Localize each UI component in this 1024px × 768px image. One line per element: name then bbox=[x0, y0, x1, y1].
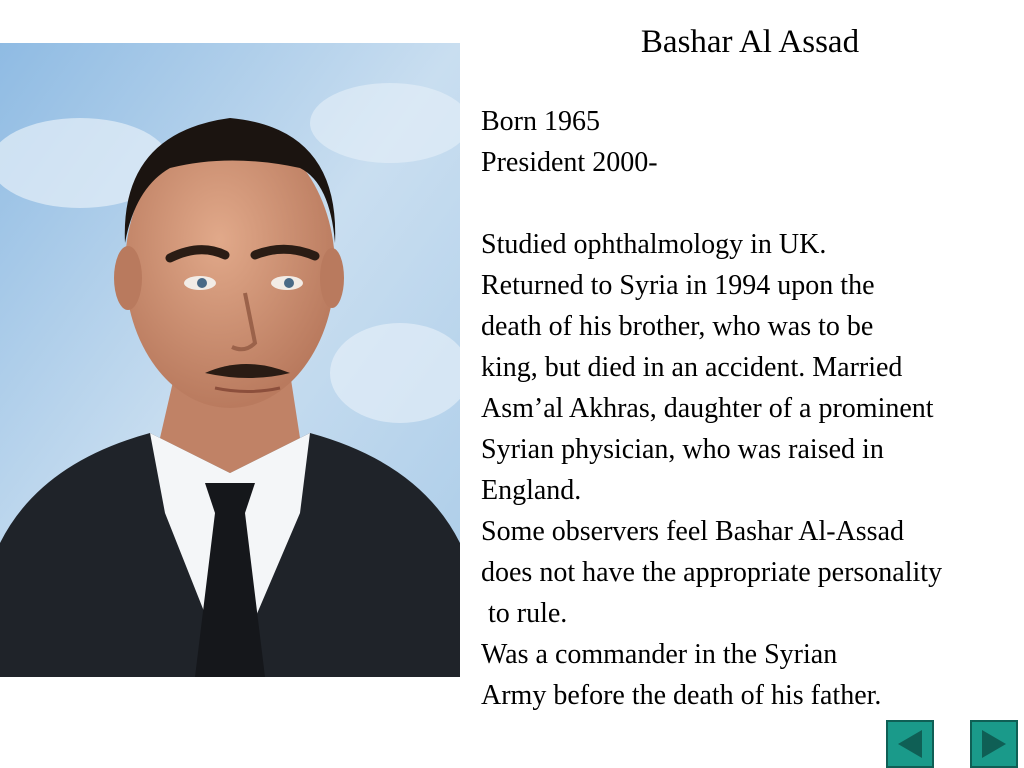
triangle-right-icon bbox=[972, 722, 1016, 766]
triangle-left-icon bbox=[888, 722, 932, 766]
body-line: does not have the appropriate personality bbox=[481, 557, 943, 588]
body-line: Was a commander in the Syrian bbox=[481, 639, 838, 670]
next-slide-button[interactable] bbox=[970, 720, 1018, 768]
body-line: king, but died in an accident. Married bbox=[481, 352, 903, 383]
body-line: England. bbox=[481, 475, 582, 506]
body-line: Studied ophthalmology in UK. bbox=[481, 229, 827, 260]
body-line: Returned to Syria in 1994 upon the bbox=[481, 270, 875, 301]
body-line: President 2000- bbox=[481, 147, 658, 178]
body-line: Some observers feel Bashar Al-Assad bbox=[481, 516, 905, 547]
body-line: Asm’al Akhras, daughter of a prominent bbox=[481, 393, 934, 424]
slide-body bbox=[481, 101, 1024, 716]
body-line: death of his brother, who was to be bbox=[481, 311, 874, 342]
body-line: Born 1965 bbox=[481, 106, 600, 137]
body-line: Army before the death of his father. bbox=[481, 680, 882, 711]
previous-slide-button[interactable] bbox=[886, 720, 934, 768]
body-line: Syrian physician, who was raised in bbox=[481, 434, 884, 465]
portrait-photo bbox=[0, 43, 460, 677]
body-line: to rule. bbox=[481, 598, 568, 629]
body-line-blank bbox=[481, 183, 1024, 224]
slide-title: Bashar Al Assad bbox=[640, 24, 860, 60]
